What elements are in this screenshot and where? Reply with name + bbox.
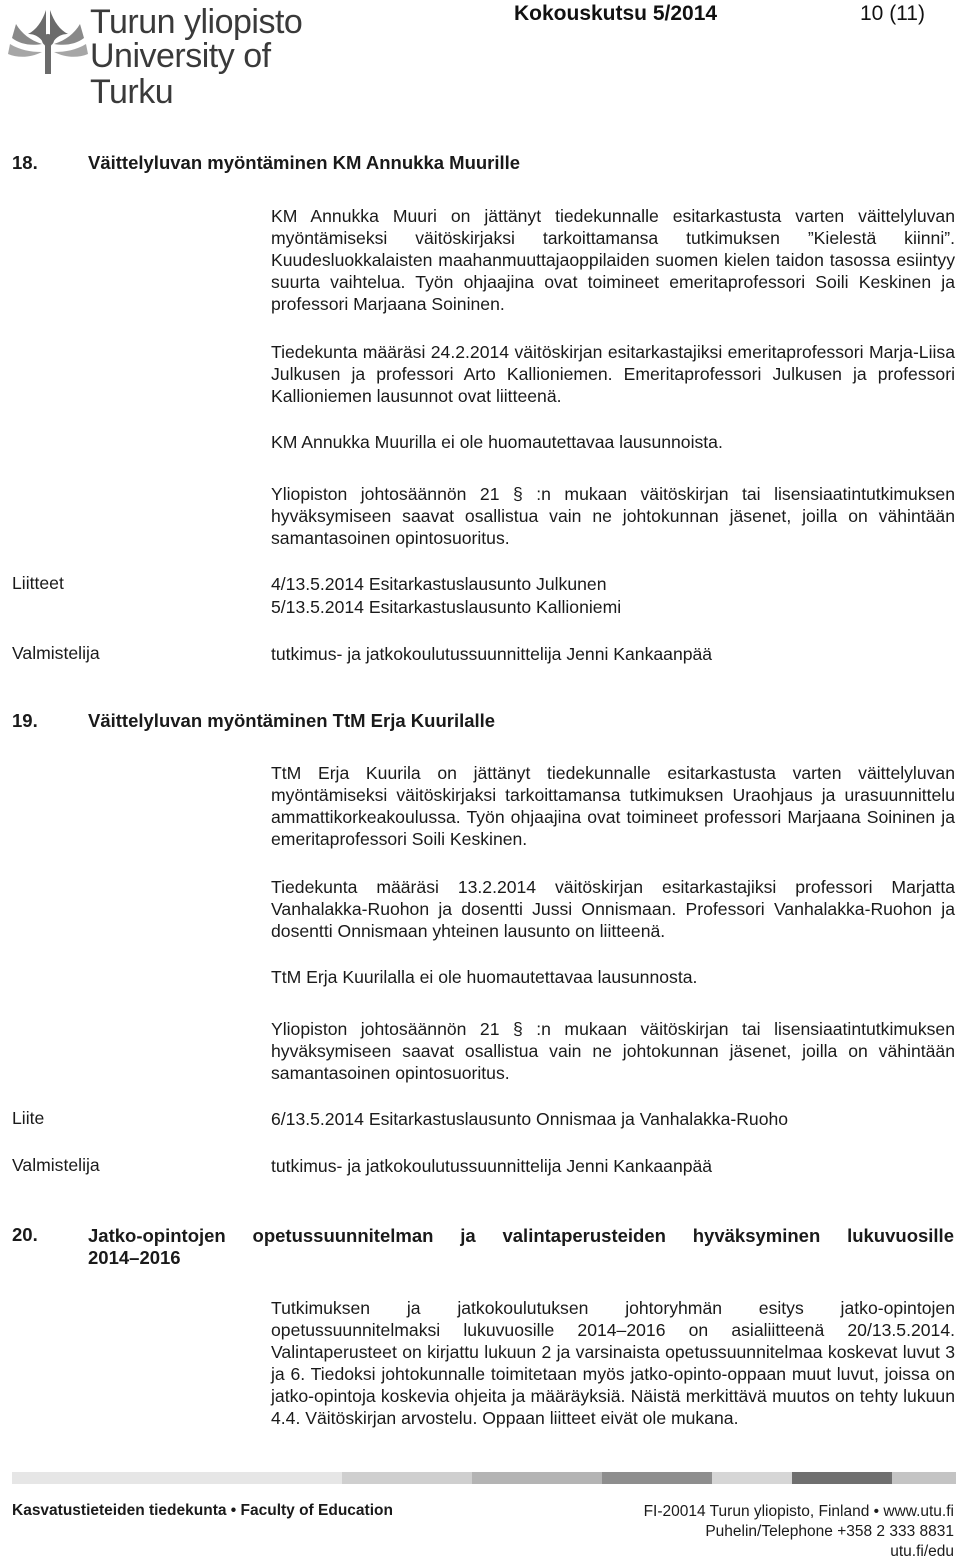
preparer-label: Valmistelija	[12, 643, 100, 663]
footer-bar-segment	[12, 1472, 342, 1484]
footer-bar-segment	[602, 1472, 712, 1484]
section-number: 19.	[12, 710, 38, 731]
section-title: Jatko-opintojen opetussuunnitelman ja valintaperusteiden hyväksyminen lukuvuosille	[88, 1225, 954, 1246]
paragraph: TtM Erja Kuurila on jättänyt tiedekunnalle esitarkastusta varten väittelyluvan myöntämiseksi väitöskirjaksi tarkoittamansa tutkimuksen Uraohjaus ja urasuunnittelu ammattikorkeakoulussa. Työn ohjaajina ovat toimineet professori Marjaana Soininen ja emeritaprofessori Soili Keskinen.	[271, 763, 955, 849]
footer-web: utu.fi/edu	[890, 1543, 954, 1560]
footer-contact	[644, 1502, 954, 1562]
paragraph: KM Annukka Muuri on jättänyt tiedekunnalle esitarkastusta varten väittelyluvan myöntämiseksi väitöskirjaksi tarkoittamansa tutkimuksen ”Kielestä kiinni”. Kuudesluokkalaisten maahanmuuttajaoppilaiden suomen kielen taidon tasossa esiintyy suurta vaihtelua. Työn ohjaajina ovat toimineet emeritaprofessori Soili Keskinen ja professori Marjaana Soininen.	[271, 206, 955, 314]
footer-bar-segment	[472, 1472, 602, 1484]
university-logo	[6, 3, 306, 111]
preparer-name: tutkimus- ja jatkokoulutussuunnittelija Jenni Kankaanpää	[271, 1156, 713, 1176]
attachment-item: 5/13.5.2014 Esitarkastuslausunto Kallioniemi	[271, 597, 622, 617]
footer-bar-segment	[342, 1472, 472, 1484]
paragraph: KM Annukka Muurilla ei ole huomautettavaa lausunnoista.	[271, 432, 723, 452]
paragraph: Tiedekunta määräsi 24.2.2014 väitöskirjan esitarkastajiksi emeritaprofessori Marja-Liisa Julkusen ja professori Arto Kallioniemen. Emeritaprofessori Julkusen ja professori Kallioniemen lausunnot ovat liitteenä.	[271, 342, 955, 406]
footer-color-bar	[12, 1472, 956, 1484]
paragraph: Yliopiston johtosäännön 21 § :n mukaan väitöskirjan tai lisensiaatintutkimuksen hyväksymiseen saavat osallistua vain ne johtokunnan jäsenet, joilla on vähintään samantasoinen opintosuoritus.	[271, 1019, 955, 1083]
paragraph: TtM Erja Kuurilalla ei ole huomautettavaa lausunnosta.	[271, 967, 698, 987]
paragraph: Yliopiston johtosäännön 21 § :n mukaan väitöskirjan tai lisensiaatintutkimuksen hyväksymiseen saavat osallistua vain ne johtokunnan jäsenet, joilla on vähintään samantasoinen opintosuoritus.	[271, 484, 955, 548]
paragraph: Tiedekunta määräsi 13.2.2014 väitöskirjan esitarkastajiksi professori Marjatta Vanhalakka-Ruohon ja dosentti Jussi Onnismaan. Professori Vanhalakka-Ruohon ja dosentti Onnismaan yhteinen lausunto on liitteenä.	[271, 877, 955, 941]
attachment-item: 4/13.5.2014 Esitarkastuslausunto Julkunen	[271, 574, 607, 594]
attachment-item: 6/13.5.2014 Esitarkastuslausunto Onnismaa ja Vanhalakka-Ruoho	[271, 1109, 789, 1129]
section-number: 18.	[12, 152, 38, 173]
section-number: 20.	[12, 1224, 38, 1245]
footer-faculty: Kasvatustieteiden tiedekunta • Faculty of Education	[12, 1502, 393, 1519]
footer-bar-segment	[792, 1472, 892, 1484]
document-title: Kokouskutsu 5/2014	[514, 2, 718, 25]
footer-phone: Puhelin/Telephone +358 2 333 8831	[705, 1523, 954, 1540]
page-number: 10 (11)	[860, 2, 925, 25]
section-title-line2: 2014–2016	[88, 1247, 181, 1268]
attachments-label: Liitteet	[12, 573, 64, 593]
section-title: Väittelyluvan myöntäminen KM Annukka Muurille	[88, 152, 521, 173]
preparer-label: Valmistelija	[12, 1155, 100, 1175]
logo-line2: University of Turku	[90, 37, 271, 111]
footer-address: FI-20014 Turun yliopisto, Finland • www.utu.fi	[643, 1503, 954, 1520]
attachments-label: Liite	[12, 1108, 45, 1128]
footer-bar-segment	[712, 1472, 792, 1484]
footer-bar-segment	[892, 1472, 956, 1484]
preparer-name: tutkimus- ja jatkokoulutussuunnittelija Jenni Kankaanpää	[271, 644, 713, 664]
logo-line1: Turun yliopisto	[90, 3, 303, 41]
section-title: Väittelyluvan myöntäminen TtM Erja Kuurilalle	[88, 710, 496, 731]
torch-emblem-icon	[6, 4, 90, 76]
paragraph: Tutkimuksen ja jatkokoulutuksen johtoryhmän esitys jatko-opintojen opetussuunnitelmaksi lukuvuosille 2014–2016 on asialiitteenä 20/13.5.2014. Valintaperusteet on kirjattu lukuun 2 ja varsinaista opetussuunnitelmaa koskevat luvut 3 ja 6. Tiedoksi johtokunnalle toimitetaan myös jatko-opinto-oppaan muut luvut, joissa on jatko-opintoja koskevia ohjeita ja määräyksiä. Näistä merkittävä muutos on tehty lukuun 4.4. Väitöskirjan arvostelu. Oppaan liitteet eivät ole mukana.	[271, 1298, 955, 1428]
